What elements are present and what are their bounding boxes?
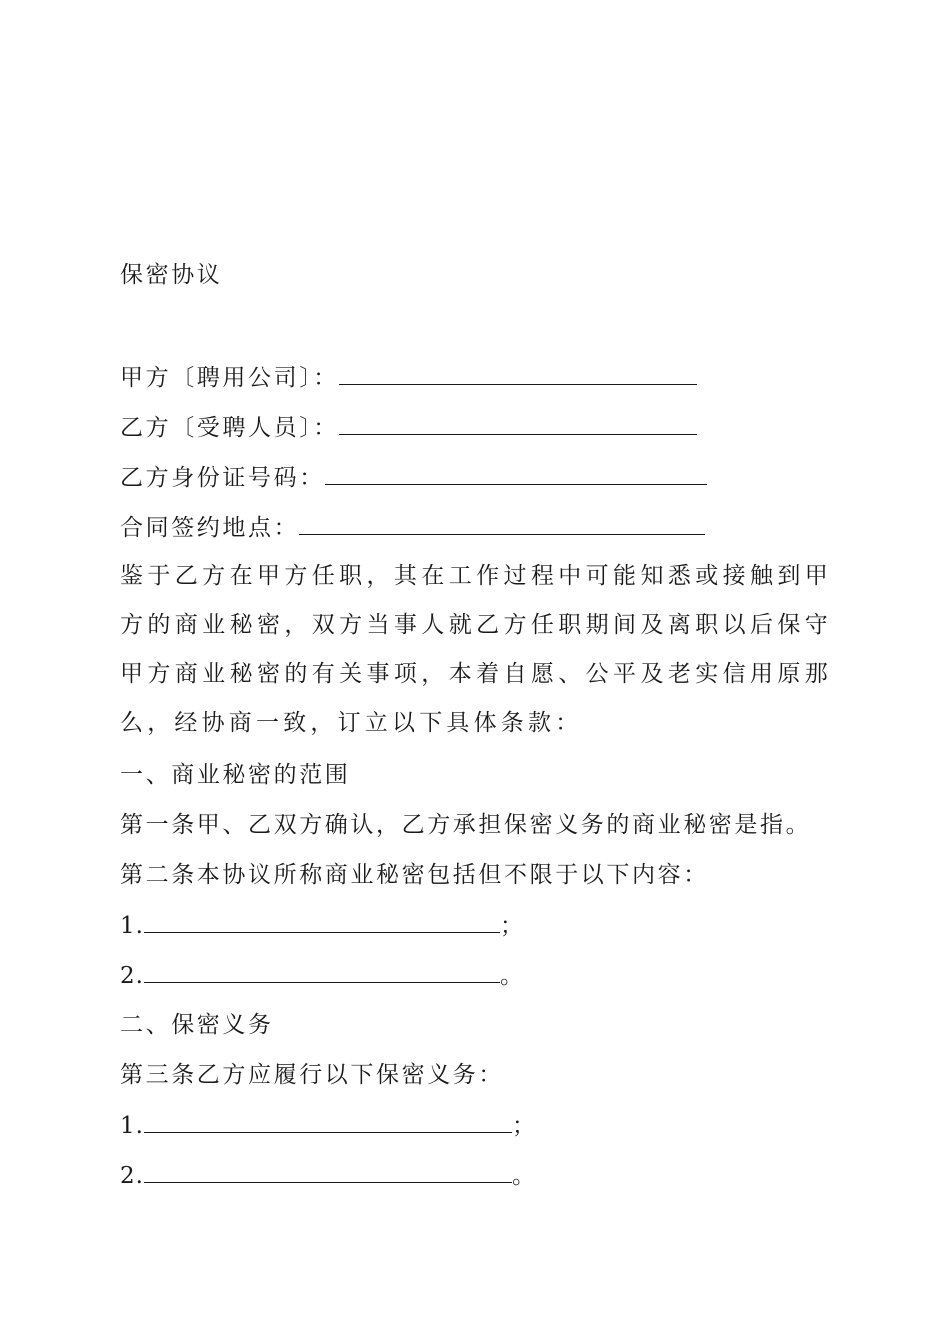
section-2-heading: 二、保密义务 — [120, 1012, 274, 1038]
item-blank — [144, 910, 500, 933]
section-2-item-2 — [120, 1160, 536, 1191]
party-a-label: 甲方〔聘用公司〕： — [120, 365, 339, 391]
party-a-row — [120, 362, 697, 393]
item-blank — [144, 1110, 512, 1133]
section-1-heading: 一、商业秘密的范围 — [120, 762, 351, 788]
item-punct: 。 — [499, 963, 524, 989]
section-2-item-1 — [120, 1110, 536, 1141]
id-number-row — [120, 462, 707, 493]
item-number: 1. — [120, 913, 144, 939]
item-number: 2. — [120, 963, 144, 989]
id-number-blank — [325, 462, 707, 485]
item-punct: ； — [499, 913, 524, 939]
signing-place-label: 合同签约地点： — [120, 515, 300, 541]
section-1-item-2 — [120, 960, 524, 991]
intro-paragraph: 鉴于乙方在甲方任职，其在工作过程中可能知悉或接触到甲方的商业秘密，双方当事人就乙方任职期间及离职以后保守甲方商业秘密的有关事项，本着自愿、公平及老实信用原那么，经协商一致，订立以下具体条款： — [120, 563, 832, 736]
item-number: 2. — [120, 1163, 144, 1189]
item-number: 1. — [120, 1113, 144, 1139]
party-b-row — [120, 412, 697, 443]
id-number-label: 乙方身份证号码： — [120, 465, 325, 491]
signing-place-row — [120, 512, 705, 543]
signing-place-blank — [299, 512, 705, 535]
article-3: 第三条乙方应履行以下保密义务： — [120, 1062, 504, 1088]
item-blank — [144, 960, 500, 983]
item-blank — [144, 1160, 512, 1183]
article-1: 第一条甲、乙双方确认，乙方承担保密义务的商业秘密是指。 — [120, 812, 812, 838]
party-a-blank — [339, 362, 697, 385]
article-2: 第二条本协议所称商业秘密包括但不限于以下内容： — [120, 862, 709, 888]
item-punct: 。 — [511, 1163, 536, 1189]
section-1-item-1 — [120, 910, 524, 941]
party-b-label: 乙方〔受聘人员〕： — [120, 415, 339, 441]
document-title: 保密协议 — [120, 262, 223, 288]
party-b-blank — [339, 412, 697, 435]
item-punct: ； — [511, 1113, 536, 1139]
